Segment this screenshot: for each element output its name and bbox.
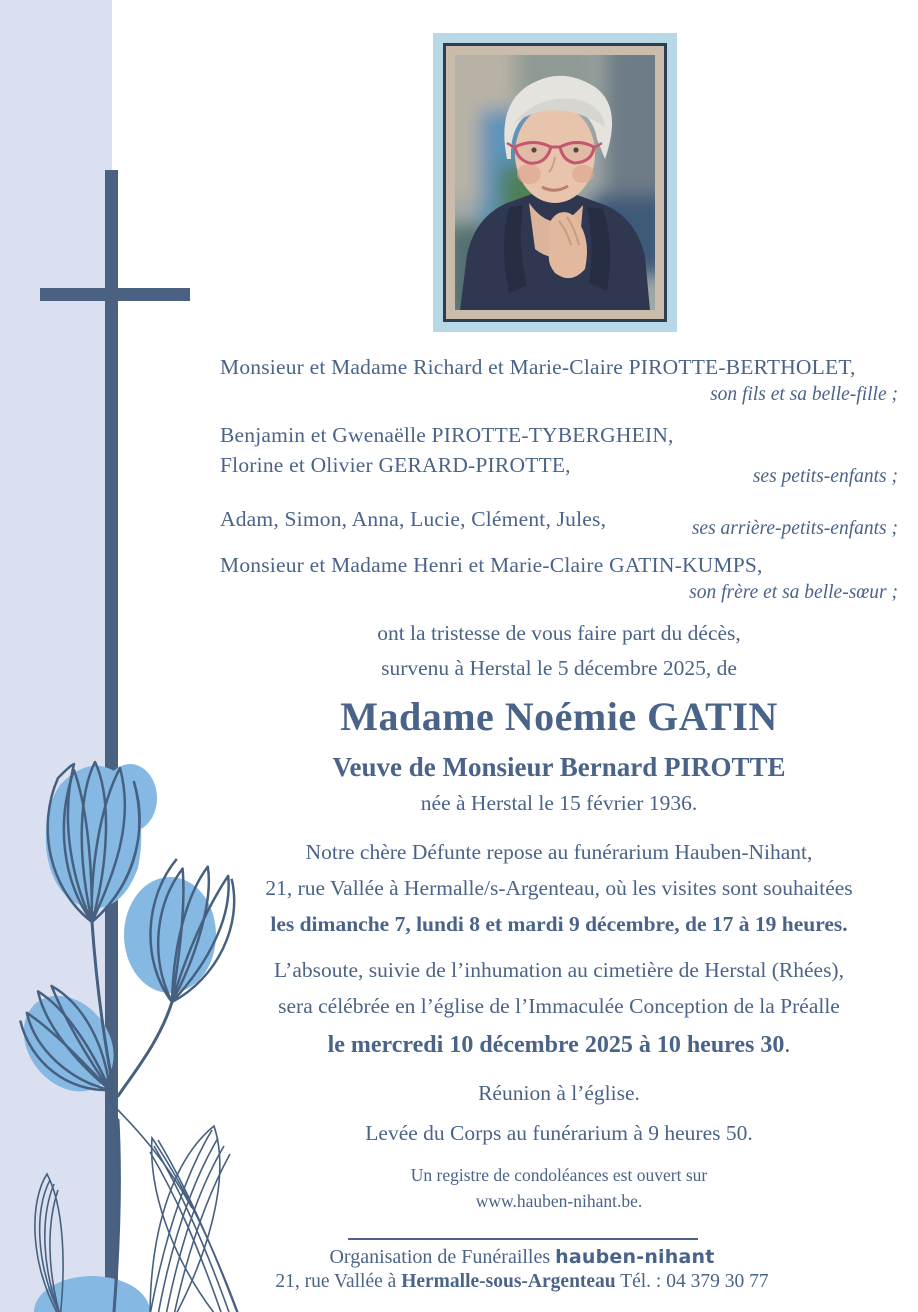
family-names: Monsieur et Madame Richard et Marie-Claire PIROTTE-BERTHOLET, [220,355,856,379]
family-group-grandchildren [220,420,898,490]
condolence-website-link[interactable]: www.hauben-nihant.be. [475,1191,643,1211]
ceremony-date-period: . [784,1032,791,1058]
ceremony-date [220,1024,898,1066]
death-announcement-text [220,616,898,686]
family-group-great-grandchildren [220,504,898,542]
family-names: Monsieur et Madame Henri et Marie-Claire GATIN-KUMPS, [220,553,763,577]
funeral-home-address-line [220,1270,824,1294]
family-group-children [220,352,898,408]
address-prefix: 21, rue Vallée à [275,1271,402,1292]
announcement-line: survenu à Herstal le 5 décembre 2025, de [381,656,737,680]
family-names: Florine et Olivier GERARD-PIROTTE, [220,453,571,477]
funeral-home-logo: hauben-nihant [555,1246,715,1268]
org-label: Organisation de Funérailles [329,1246,556,1268]
deceased-birth: née à Herstal le 15 février 1936. [420,791,698,815]
family-group-siblings [220,550,898,606]
church-meeting-line: Réunion à l’église. [478,1081,640,1105]
address-city: Hermalle-sous-Argenteau [401,1271,616,1292]
funeral-home-org-line [220,1244,824,1270]
visitation-paragraph [220,834,898,942]
visitation-line: 21, rue Vallée à Hermalle/s-Argenteau, où les visites sont souhaitées [265,876,853,900]
family-names: Benjamin et Gwenaëlle PIROTTE-TYBERGHEIN, [220,423,674,447]
condolence-register-line: Un registre de condoléances est ouvert sur [410,1165,708,1185]
ceremony-paragraph [220,952,898,1066]
ceremony-date-bold: le mercredi 10 décembre 2025 à 10 heures 30 [327,1032,785,1058]
footer-divider [348,1238,698,1240]
visitation-line: Notre chère Défunte repose au funérarium Hauben-Nihant, [305,840,813,864]
address-phone: Tél. : 04 379 30 77 [615,1271,769,1292]
announcement-content [220,352,898,1294]
ceremony-line: sera célébrée en l’église de l’Immaculée Conception de la Préalle [278,994,840,1018]
deceased-widow-of: Veuve de Monsieur Bernard PIROTTE [332,752,786,782]
family-names: Adam, Simon, Anna, Lucie, Clément, Jules, [220,507,607,531]
levee-du-corps-line: Levée du Corps au funérarium à 9 heures 50. [365,1121,753,1145]
cross-horizontal-bar [40,288,190,301]
portrait-illustration [455,55,655,310]
ceremony-line: L’absoute, suivie de l’inhumation au cimetière de Herstal (Rhées), [274,958,844,982]
portrait-photo [446,46,664,319]
visitation-dates: les dimanche 7, lundi 8 et mardi 9 décembre, de 17 à 19 heures. [270,912,848,936]
funeral-home-footer [220,1244,898,1294]
family-relation: ses petits-enfants ; [752,466,898,487]
family-relation: son fils et sa belle-fille ; [710,384,898,405]
family-relation: son frère et sa belle-sœur ; [689,582,898,603]
announcement-line: ont la tristesse de vous faire part du décès, [377,621,741,645]
family-relation: ses arrière-petits-enfants ; [691,518,898,539]
deceased-name: Madame Noémie GATIN [340,694,778,739]
